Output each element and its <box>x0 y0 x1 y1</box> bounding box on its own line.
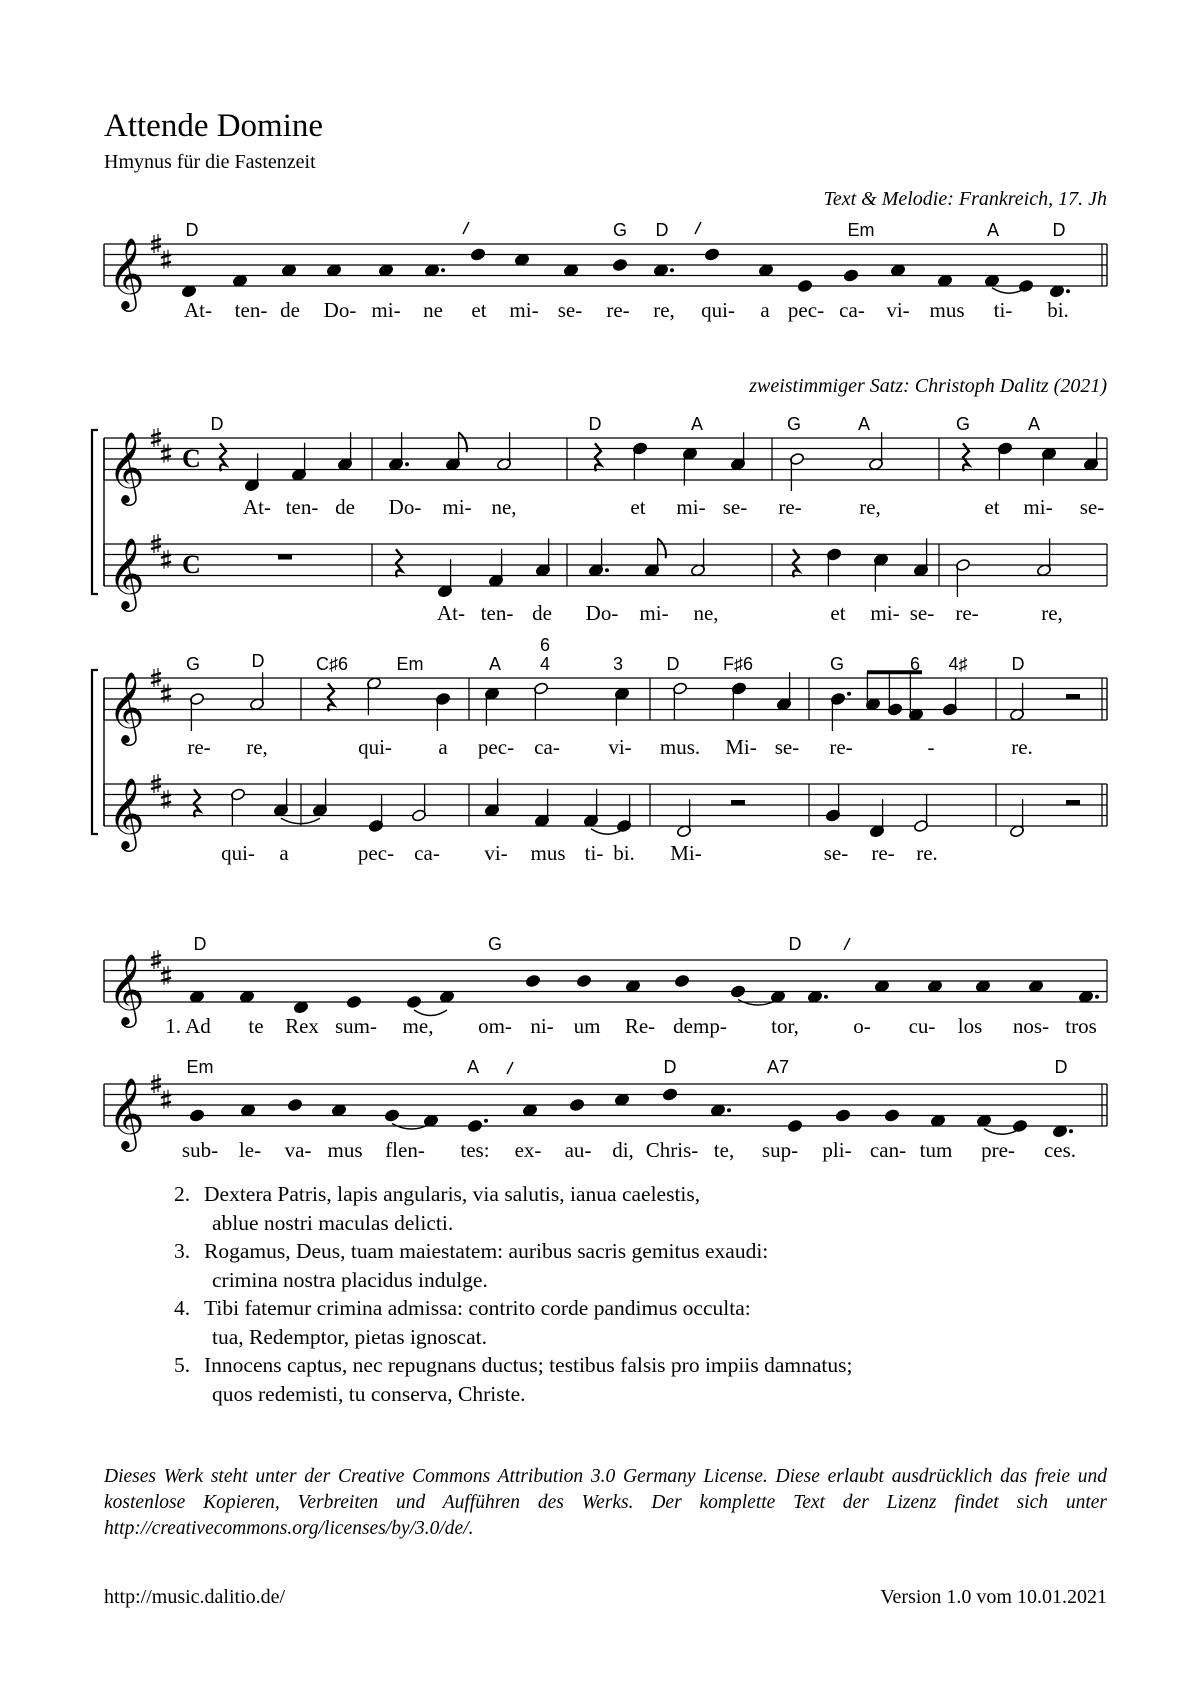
lyric-syllable: mi- <box>676 495 706 519</box>
lyric-syllable: 1. Ad <box>165 1014 211 1038</box>
lyric-syllable: Do- <box>323 298 357 322</box>
half-rest <box>1066 694 1080 699</box>
lyric-syllable: Chris- <box>645 1138 699 1162</box>
quarter-rest <box>194 789 200 817</box>
verses <box>174 1180 1134 1408</box>
lyric-syllable: Do- <box>388 495 422 519</box>
lyric-syllable: qui- <box>221 841 255 865</box>
chord-symbol: D <box>588 414 602 434</box>
chord-symbol: G <box>185 654 201 674</box>
lyric-syllable: se- <box>557 298 583 322</box>
lyric-syllable: se- <box>774 735 800 759</box>
lyric-syllable: At- <box>437 601 465 625</box>
system-bracket <box>92 430 98 594</box>
note-head <box>384 1109 399 1122</box>
footer-version: Version 1.0 vom 10.01.2021 <box>880 1586 1107 1608</box>
lyric-syllable: qui- <box>358 735 392 759</box>
chord-symbol: D <box>666 654 680 674</box>
lyric-syllable: At- <box>243 495 271 519</box>
lyric-syllable: tor, <box>771 1014 799 1038</box>
system-bracket <box>92 670 98 834</box>
chord-symbol: D <box>193 934 207 954</box>
lyric-syllable: re- <box>829 735 853 759</box>
note-head <box>674 974 689 987</box>
note-head <box>730 985 745 998</box>
lyric-syllable: te, <box>713 1138 735 1162</box>
lyric-syllable: can- <box>869 1138 907 1162</box>
chord-symbol: A <box>488 654 502 674</box>
lyric-syllable: re- <box>955 601 979 625</box>
note-head <box>787 1119 802 1132</box>
note-head <box>1012 1119 1027 1132</box>
system-3 <box>92 635 1107 865</box>
lyric-syllable: mi- <box>1023 495 1053 519</box>
verse-4 <box>174 1294 1134 1351</box>
lyric-syllable: a <box>279 841 289 865</box>
lyric-syllable: et <box>471 298 487 322</box>
lyric-syllable: ti- <box>584 841 604 865</box>
chord-symbol: Em <box>186 1057 214 1077</box>
lyric-syllable: au- <box>564 1138 592 1162</box>
lyric-syllable: ca- <box>534 735 560 759</box>
lyric-syllable: ten- <box>234 298 268 322</box>
note-head <box>797 279 812 292</box>
chord-symbol: A <box>690 414 704 434</box>
note-head <box>189 1109 204 1122</box>
lyric-syllable: bi. <box>613 841 635 865</box>
note-head <box>612 258 627 271</box>
lyric-syllable: a <box>760 298 770 322</box>
lyric-syllable: Mi- <box>670 841 702 865</box>
verse-number: 2. <box>174 1182 191 1206</box>
treble-clef-icon: 𝄞 <box>108 1076 145 1149</box>
verse-number: 4. <box>174 1296 191 1320</box>
system-5 <box>104 1057 1107 1162</box>
verse-line: tua, Redemptor, pietas ignoscat. <box>212 1324 487 1349</box>
note-head <box>467 1119 482 1132</box>
lyric-syllable: pli- <box>822 1138 852 1162</box>
lyric-syllable: o- <box>853 1014 871 1038</box>
lyric-syllable: vi- <box>484 841 508 865</box>
lyric-syllable: mus <box>530 841 566 865</box>
lyric-syllable: ten- <box>285 495 319 519</box>
chord-symbol: G <box>786 414 802 434</box>
quarter-rest <box>963 443 969 471</box>
note-head <box>835 1109 850 1122</box>
lyric-syllable: um <box>573 1014 601 1038</box>
lyric-syllable: sum- <box>335 1014 377 1038</box>
lyric-syllable: mus <box>929 298 965 322</box>
half-rest <box>731 800 745 805</box>
note-head <box>525 974 540 987</box>
lyric-syllable: re, <box>653 298 675 322</box>
lyric-syllable: re, <box>859 495 881 519</box>
lyric-syllable: pec- <box>477 735 515 759</box>
key-signature-icon <box>151 234 171 269</box>
lyric-syllable: ten- <box>480 601 514 625</box>
treble-clef-icon: 𝄞 <box>108 670 145 743</box>
verse-line: Dextera Patris, lapis angularis, via salutis, ianua caelestis, <box>204 1182 701 1206</box>
lyric-syllable: ne <box>423 298 443 322</box>
chord-symbol: 3 <box>612 654 624 674</box>
key-signature-icon <box>151 1074 171 1109</box>
lyric-syllable: mi- <box>371 298 401 322</box>
note-head <box>576 974 591 987</box>
lyric-syllable: re- <box>871 841 895 865</box>
lyric-syllable: qui- <box>701 298 735 322</box>
lyric-syllable: Rex <box>285 1014 319 1038</box>
lyric-syllable: me, <box>402 1014 434 1038</box>
system-2 <box>92 414 1107 625</box>
lyric-syllable: di, <box>612 1138 634 1162</box>
lyric-syllable: - <box>927 735 935 759</box>
whole-rest <box>278 555 292 560</box>
lyric-syllable: de <box>280 298 300 322</box>
verse-number: 5. <box>174 1353 191 1377</box>
note-head <box>406 995 421 1008</box>
chord-symbol: Em <box>396 654 424 674</box>
credit-melody: Text & Melodie: Frankreich, 17. Jh <box>823 188 1107 210</box>
lyric-syllable: demp- <box>673 1014 727 1038</box>
lyric-syllable: los <box>957 1014 983 1038</box>
chord-symbol: D <box>210 414 224 434</box>
lyric-syllable: et <box>984 495 1000 519</box>
lyric-syllable: ne, <box>693 601 719 625</box>
verse-line: crimina nostra placidus indulge. <box>212 1267 488 1292</box>
lyric-syllable: et <box>630 495 646 519</box>
verse-2 <box>174 1180 1134 1237</box>
chord-symbol: 6 <box>909 654 921 674</box>
lyric-syllable: re- <box>778 495 802 519</box>
chord-symbol: A <box>857 414 871 434</box>
chord-symbol: G <box>487 934 503 954</box>
lyric-syllable: mi- <box>870 601 900 625</box>
chord-symbol: D <box>788 934 802 954</box>
lyric-syllable: pec- <box>357 841 395 865</box>
note-head <box>662 1088 677 1101</box>
chord-symbol: A7 <box>766 1057 790 1077</box>
lyric-syllable: re- <box>606 298 630 322</box>
treble-clef-icon: 𝄞 <box>108 236 145 309</box>
verse-line: quos redemisti, tu conserva, Christe. <box>212 1381 526 1406</box>
lyric-syllable: pre- <box>981 1138 1015 1162</box>
chord-symbol: F♯6 <box>722 654 754 674</box>
treble-clef-icon: 𝄞 <box>108 536 145 609</box>
quarter-rest <box>793 549 799 577</box>
quarter-rest <box>220 443 226 471</box>
lyric-syllable: Mi- <box>725 735 757 759</box>
lyric-syllable: se- <box>823 841 849 865</box>
lyric-syllable: At- <box>184 298 212 322</box>
note-head <box>346 995 361 1008</box>
lyric-syllable: re, <box>1041 601 1063 625</box>
breath-mark <box>507 1062 513 1074</box>
key-signature-icon <box>151 534 171 569</box>
breath-mark <box>695 222 701 234</box>
lyric-syllable: sup- <box>761 1138 799 1162</box>
lyric-syllable: le- <box>238 1138 262 1162</box>
lyric-syllable: et <box>830 601 846 625</box>
chord-symbol: G <box>955 414 971 434</box>
chord-symbol: D <box>185 220 199 240</box>
lyric-syllable: tum <box>919 1138 953 1162</box>
chord-symbol: D <box>1054 1057 1068 1077</box>
treble-clef-icon: 𝄞 <box>108 430 145 503</box>
lyric-syllable: mus <box>327 1138 363 1162</box>
lyric-syllable: mi- <box>442 495 472 519</box>
lyric-syllable: vi- <box>886 298 910 322</box>
verse-line: Innocens captus, nec repugnans ductus; testibus falsis pro impiis damnatus; <box>204 1353 853 1377</box>
chord-symbol: 4♯ <box>948 654 968 674</box>
key-signature-icon <box>151 950 171 985</box>
credit-arrangement: zweistimmiger Satz: Christoph Dalitz (2021) <box>749 375 1107 397</box>
breath-mark <box>463 222 469 234</box>
system-1 <box>104 220 1107 322</box>
chord-symbol: 6 <box>539 635 551 655</box>
chord-symbol: G <box>829 654 845 674</box>
lyric-syllable: ces. <box>1043 1138 1077 1162</box>
lyric-syllable: Do- <box>585 601 619 625</box>
lyric-syllable: flen- <box>385 1138 425 1162</box>
lyric-syllable: om- <box>478 1014 512 1038</box>
treble-clef-icon: 𝄞 <box>108 952 145 1025</box>
verse-line: Tibi fatemur crimina admissa: contrito corde pandimus occulta: <box>204 1296 751 1320</box>
common-time-icon: C <box>182 550 201 579</box>
chord-symbol: A <box>1027 414 1041 434</box>
footer-url: http://music.dalitio.de/ <box>104 1586 286 1608</box>
note-head <box>569 1098 584 1111</box>
lyric-syllable: ex- <box>514 1138 542 1162</box>
lyric-syllable: te <box>248 1014 264 1038</box>
lyric-syllable: se- <box>722 495 748 519</box>
note-head <box>470 248 485 261</box>
chord-symbol: G <box>612 220 628 240</box>
key-signature-icon <box>151 774 171 809</box>
lyric-syllable: re. <box>916 841 938 865</box>
lyric-syllable: cu- <box>908 1014 936 1038</box>
verse-5 <box>174 1351 1134 1408</box>
verse-line: ablue nostri maculas delicti. <box>212 1210 454 1235</box>
chord-symbol: D <box>251 651 265 671</box>
breath-mark <box>844 938 850 950</box>
chord-symbol: D <box>663 1057 677 1077</box>
note-head <box>287 1098 302 1111</box>
key-signature-icon <box>151 428 171 463</box>
lyric-syllable: re, <box>246 735 268 759</box>
quarter-rest <box>396 549 402 577</box>
system-4 <box>104 934 1107 1038</box>
note-head <box>843 269 858 282</box>
chord-symbol: C♯6 <box>315 654 349 674</box>
lyric-syllable: ca- <box>414 841 440 865</box>
lyric-syllable: tes: <box>460 1138 490 1162</box>
lyric-syllable: ni- <box>530 1014 554 1038</box>
chord-symbol: D <box>1011 654 1025 674</box>
chord-symbol: D <box>1052 220 1066 240</box>
lyric-syllable: se- <box>909 601 935 625</box>
lyric-syllable: sub- <box>181 1138 219 1162</box>
lyric-syllable: re. <box>1011 735 1033 759</box>
key-signature-icon <box>151 668 171 703</box>
lyric-syllable: ne, <box>491 495 517 519</box>
note-head <box>704 248 719 261</box>
lyric-syllable: mi- <box>509 298 539 322</box>
verse-3 <box>174 1237 1134 1294</box>
page-subtitle: Hmynus für die Fastenzeit <box>104 151 316 173</box>
quarter-rest <box>595 443 601 471</box>
lyric-syllable: mi- <box>639 601 669 625</box>
lyric-syllable: ca- <box>839 298 865 322</box>
lyric-syllable: de <box>532 601 552 625</box>
quarter-rest <box>328 683 334 711</box>
lyric-syllable: de <box>335 495 355 519</box>
lyric-syllable: a <box>438 735 448 759</box>
chord-symbol: Em <box>847 220 875 240</box>
half-rest <box>1066 800 1080 805</box>
lyric-syllable: pec- <box>787 298 825 322</box>
lyric-syllable: vi- <box>608 735 632 759</box>
lyric-syllable: se- <box>1079 495 1105 519</box>
page-title: Attende Domine <box>104 108 324 144</box>
lyric-syllable: Re- <box>624 1014 656 1038</box>
lyric-syllable: va- <box>284 1138 312 1162</box>
lyric-syllable: nos- <box>1012 1014 1050 1038</box>
lyric-syllable: re- <box>187 735 211 759</box>
chord-symbol: A <box>466 1057 480 1077</box>
note-head <box>884 1109 899 1122</box>
license-text: Dieses Werk steht unter der Creative Commons Attribution 3.0 Germany License. Diese erlaubt ausdrücklich das freie und kostenlose Kopieren, Verbreiten und Aufführen des Werks. Der komplette Text der Lizenz findet sich unter http://creativecommons.org/licenses/by/3.0/de/. <box>104 1466 1107 1539</box>
lyric-syllable: mus. <box>659 735 701 759</box>
verse-number: 3. <box>174 1239 191 1263</box>
verse-line: Rogamus, Deus, tuam maiestatem: auribus sacris gemitus exaudi: <box>204 1239 769 1263</box>
lyric-syllable: ti- <box>993 298 1013 322</box>
lyric-syllable: bi. <box>1047 298 1069 322</box>
lyric-syllable: tros <box>1065 1014 1097 1038</box>
chord-symbol: D <box>655 220 669 240</box>
treble-clef-icon: 𝄞 <box>108 776 145 849</box>
chord-symbol: 4 <box>539 654 551 674</box>
chord-symbol: A <box>986 220 1000 240</box>
common-time-icon: C <box>182 444 201 473</box>
